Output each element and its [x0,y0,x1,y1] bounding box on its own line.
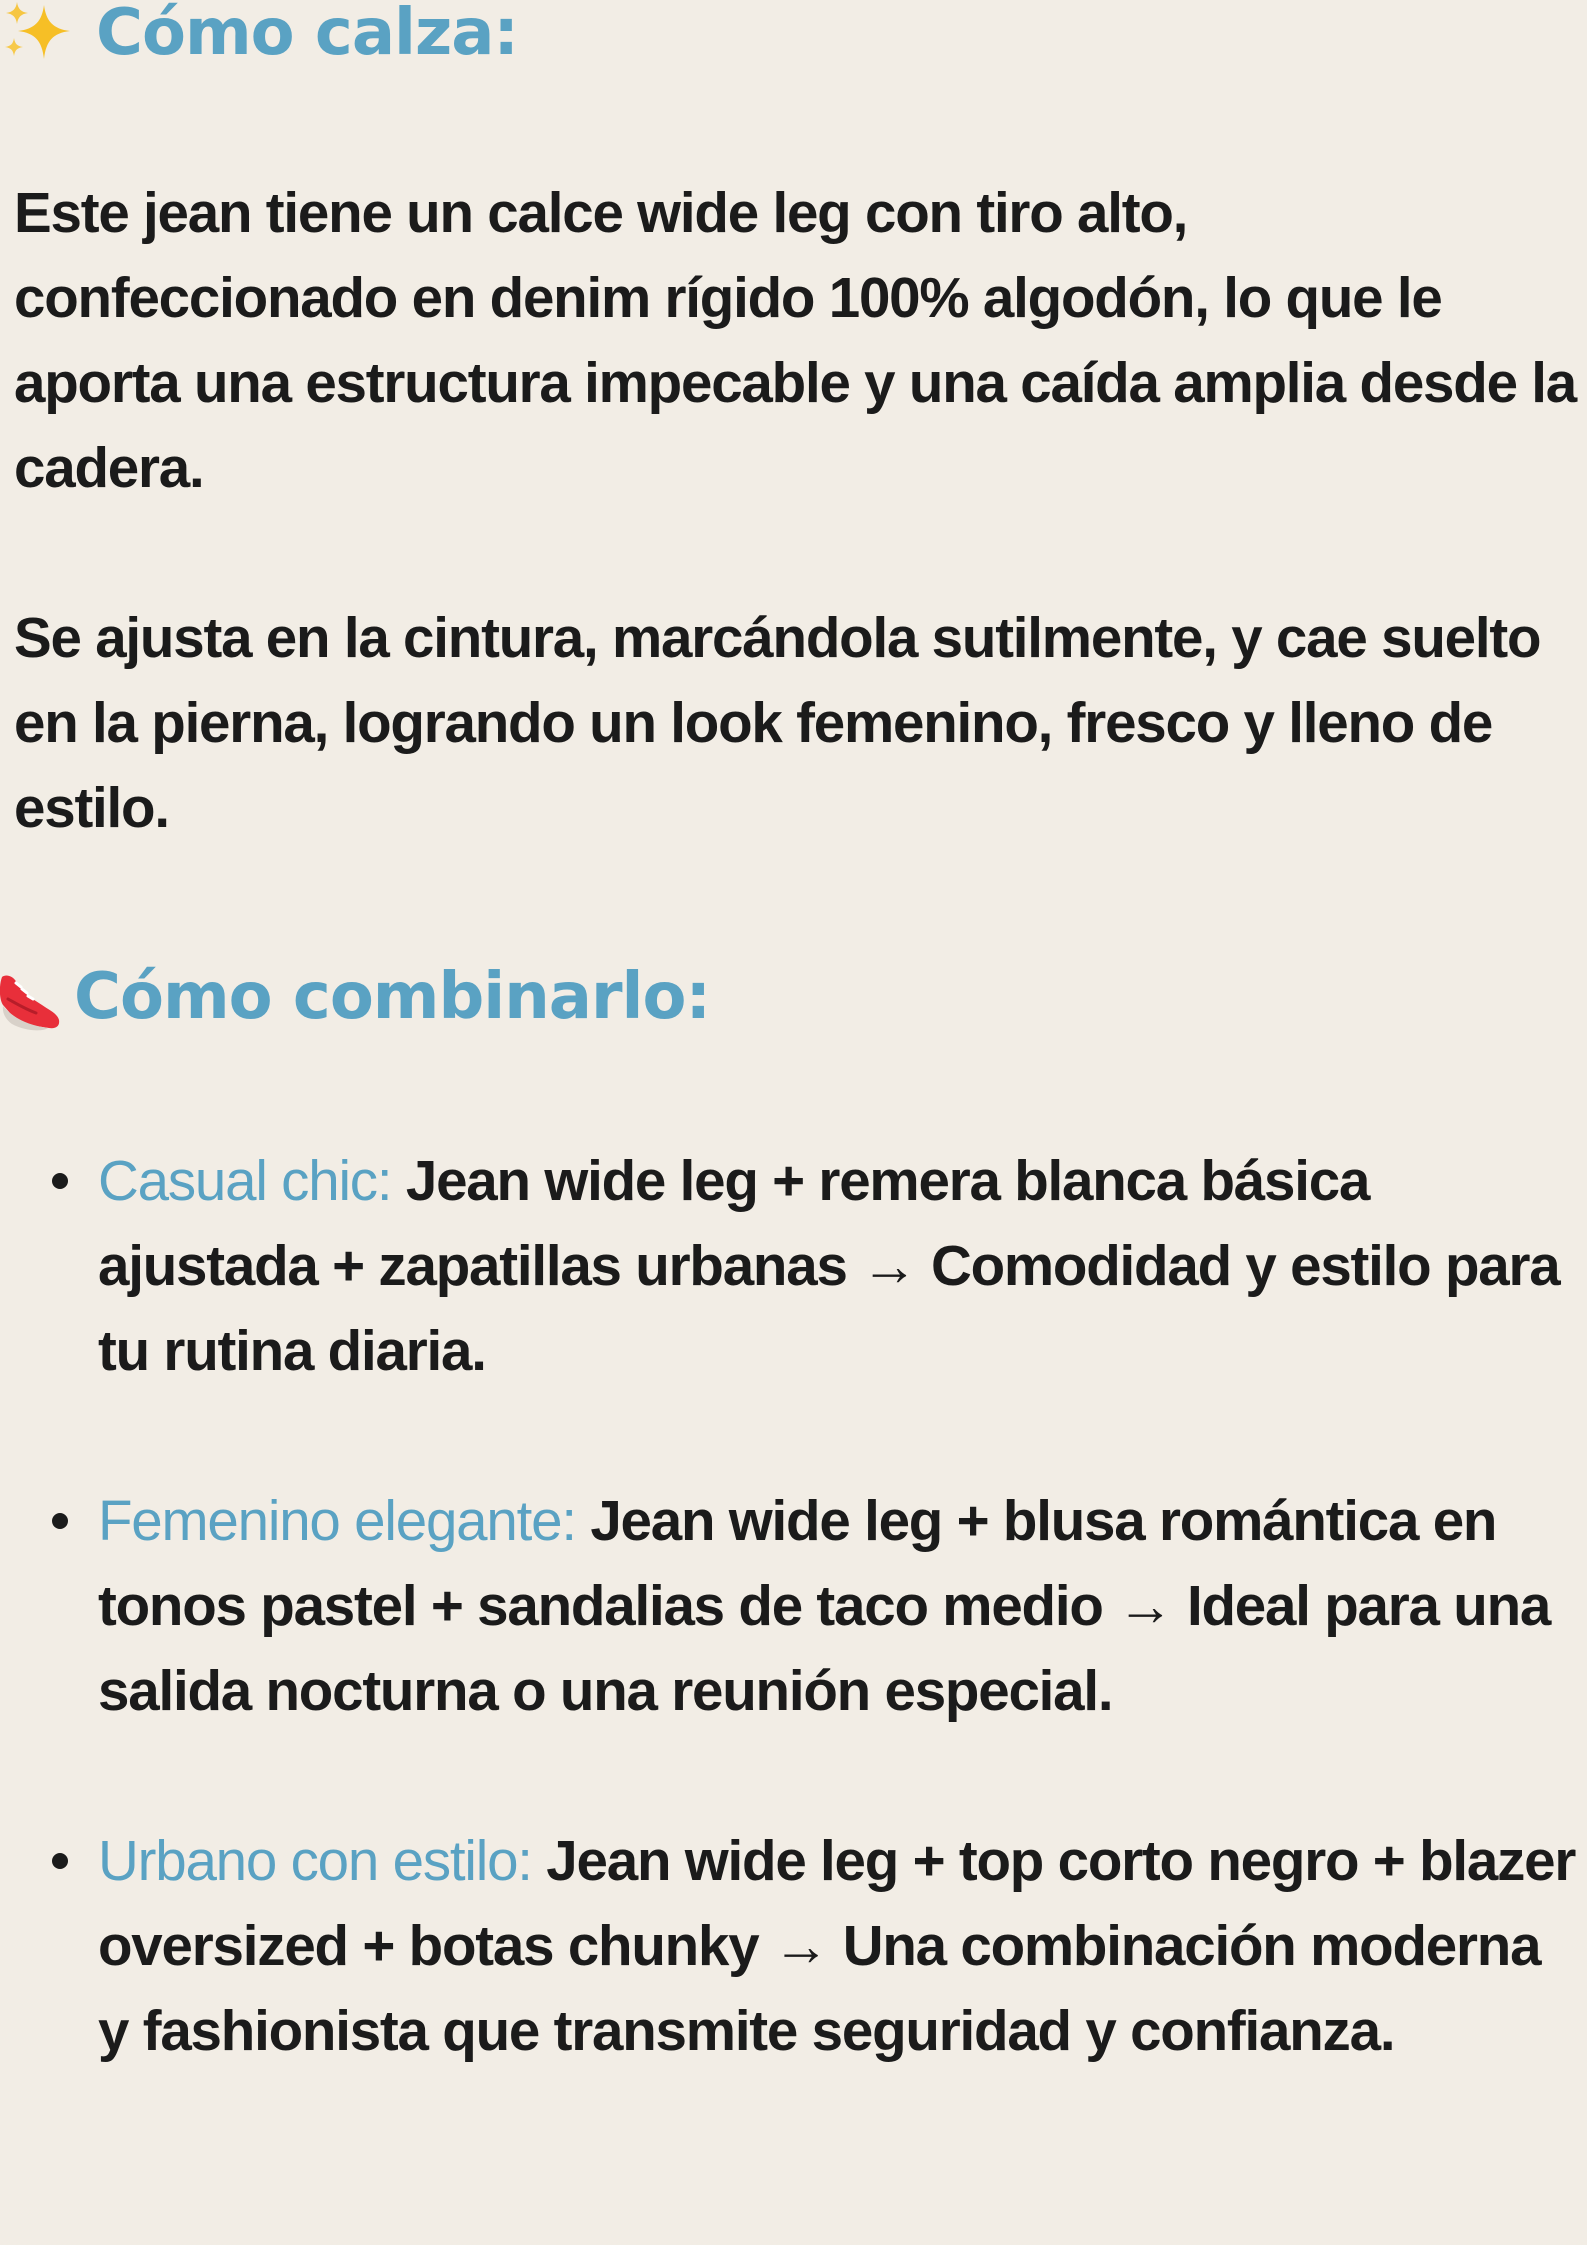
sparkles-icon [0,0,76,68]
bullet-icon [52,1173,68,1189]
tip-item-femenino-elegante [0,1478,1587,1733]
section-heading-combine [0,962,710,1032]
sneaker-icon [0,962,62,1032]
tip-label-femenino-elegante: Femenino elegante: [98,1489,576,1552]
tip-text-casual-chic: Jean wide leg + remera blanca básica ajustada + zapatillas urbanas → Comodidad y estilo para tu rutina diaria. [98,1149,1560,1382]
fit-description-paragraph-1: Este jean tiene un calce wide leg con tiro alto, confeccionado en denim rígido 100% algodón, lo que le aporta una estructura impecable y una caída amplia desde la cadera. [14,181,1577,499]
fit-description-paragraph-2: Se ajusta en la cintura, marcándola sutilmente, y cae suelto en la pierna, logrando un look femenino, fresco y lleno de estilo. [14,606,1541,839]
tip-text-urbano-con-estilo: Jean wide leg + top corto negro + blazer oversized + botas chunky → Una combinación moderna y fashionista que transmite seguridad y confianza. [98,1829,1576,2062]
tip-item-casual-chic [0,1138,1587,1393]
bullet-icon [52,1853,68,1869]
tip-label-casual-chic: Casual chic: [98,1149,392,1212]
section-title-combine: Cómo combinarlo: [74,960,711,1034]
tip-label-urbano-con-estilo: Urbano con estilo: [98,1829,532,1892]
tip-item-urbano-con-estilo [0,1818,1587,2073]
section-title-fit: Cómo calza: [96,0,518,70]
tip-text-femenino-elegante: Jean wide leg + blusa romántica en tonos pastel + sandalias de taco medio → Ideal para una salida nocturna o una reunión especial. [98,1489,1551,1722]
combination-tips-list [0,1138,1587,2158]
section-heading-fit [0,0,518,68]
bullet-icon [52,1513,68,1529]
